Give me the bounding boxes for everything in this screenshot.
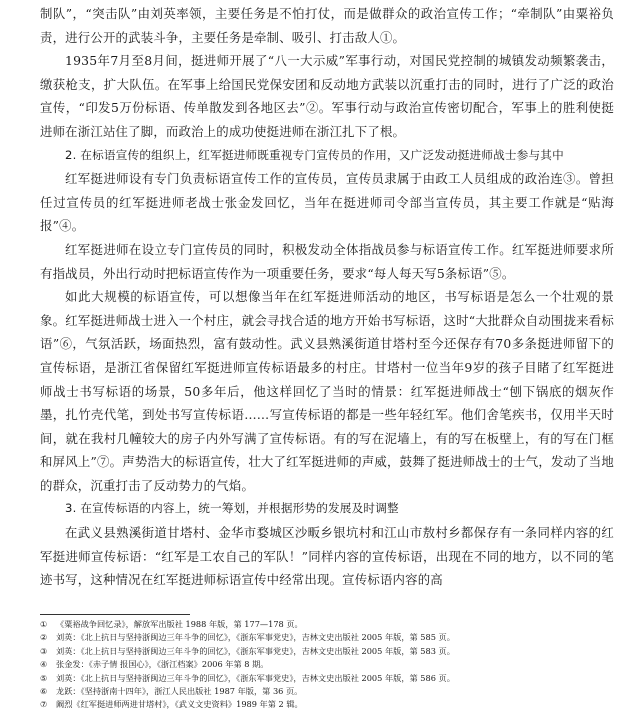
footnote-number: ③: [40, 645, 48, 656]
footnotes: [40, 618, 614, 712]
footnote-text: 《粟裕战争回忆录》，解放军出版社 1988 年版，第 177—178 页。: [56, 619, 303, 629]
footnote: [40, 672, 614, 685]
paragraph: 1935年7月至8月间，挺进师开展了“八一大示威”军事行动，对国民党控制的城镇发动频繁袭击，缴获枪支，扩大队伍。在军事上给国民党保安团和反动地方武装以沉重打击的同时，进行了广泛的政治宣传，“印发5万份标语、传单散发到各地区去”②。军事行动与政治宣传密切配合，军事上的胜利使挺进师在浙江站住了脚，而政治上的成功使挺进师在浙江扎下了根。: [40, 53, 614, 139]
footnote-number: ②: [40, 632, 48, 643]
footnote-text: 张金发：《赤子情 报国心》，《浙江档案》2006 年第 8 期。: [56, 659, 269, 670]
footnote-text: 刘英：《北上抗日与坚持浙闽边三年斗争的回忆》，《浙东军事党史》，吉林文史出版社 2005 年版，第 586 页。: [56, 672, 455, 683]
footnote-text: 龙跃：《坚持浙南十四年》，浙江人民出版社 1987 年版，第 36 页。: [56, 686, 303, 697]
footnote-number: ⑥: [40, 686, 48, 697]
footnote: [40, 658, 614, 671]
paragraph: 如此大规模的标语宣传，可以想像当年在红军挺进师活动的地区，书写标语是怎么一个壮观的景象。红军挺进师战士进入一个村庄，就会寻找合适的地方开始书写标语，这时“大批群众自动围拢来看标语”⑥，气氛活跃，场面热烈，富有鼓动性。武义县熟溪街道甘塔村至今还保存有70多条挺进师留下的宣传标语，是浙江省保留红军挺进师宣传标语最多的村庄。甘塔村一位当年9岁的孩子目睹了红军挺进师战士书写标语的场景，50多年后，他这样回忆了当时的情景：红军挺进师战士“刨下锅底的烟灰作墨，扎竹壳代笔，到处书写宣传标语……写宣传标语的都是一些年轻红军。他们舍笔疾书，仅用半天时间，就在我村几幢较大的房子内外写满了宣传标语。有的写在泥墙上，有的写在板壁上，有的写在门框和屏风上”⑦。声势浩大的标语宣传，壮大了红军挺进师的声威，鼓舞了挺进师战士的士气，发动了当地的群众，沉重打击了反动势力的气焰。: [40, 289, 614, 493]
footnote: [40, 631, 614, 644]
footnote: [40, 685, 614, 698]
section-heading: 2. 在标语宣传的组织上，红军挺进师既重视专门宣传员的作用，又广泛发动挺进师战士参与其中: [65, 147, 564, 162]
paragraph: 制队”，“突击队”由刘英率领，主要任务是不怕打仗，而是做群众的政治宣传工作；“牵制队”由粟裕负责，进行公开的武装斗争，主要任务是牵制、吸引、打击敌人①。: [40, 6, 614, 45]
body-text: [40, 2, 614, 592]
footnote-number: ⑦: [40, 699, 48, 710]
footnote-number: ①: [40, 619, 48, 629]
paragraph: 红军挺进师设有专门负责标语宣传工作的宣传员，宣传员隶属于由政工人员组成的政治连③。曾担任过宣传员的红军挺进师老战士张金发回忆，当年在挺进师司令部当宣传员，其主要工作就是“贴海报”④。: [40, 171, 614, 234]
footnote-text: 刘英：《北上抗日与坚持浙闽边三年斗争的回忆》，《浙东军事党史》，吉林文史出版社 2005 年版，第 583 页。: [56, 645, 455, 656]
footnote: [40, 618, 614, 631]
footnote-text: 刘英：《北上抗日与坚持浙闽边三年斗争的回忆》，《浙东军事党史》，吉林文史出版社 2005 年版，第 585 页。: [56, 632, 455, 643]
footnote: [40, 645, 614, 658]
paragraph: 红军挺进师在设立专门宣传员的同时，积极发动全体指战员参与标语宣传工作。红军挺进师要求所有指战员，外出行动时把标语宣传作为一项重要任务，要求“每人每天写5条标语”⑤。: [40, 241, 614, 281]
footnote-text: 阚烈《红军挺进师两进甘塔村》，《武义文史资料》1989 年第 2 辑。: [56, 699, 303, 710]
section-heading: 3. 在宣传标语的内容上，统一筹划，并根据形势的发展及时调整: [65, 501, 399, 516]
footnote: [40, 698, 614, 711]
footnote-number: ⑤: [40, 672, 48, 683]
footnote-number: ④: [40, 659, 48, 670]
paragraph: 在武义县熟溪街道甘塔村、金华市婺城区沙畈乡银坑村和江山市敖村乡都保存有一条同样内容的红军挺进师宣传标语：“红军是工农自己的军队！”同样内容的宣传标语，出现在不同的地方，以不同的笔迹书写，这种情况在红军挺进师标语宣传中经常出现。宣传标语内容的高: [40, 525, 614, 588]
footnote-divider: [40, 614, 190, 615]
